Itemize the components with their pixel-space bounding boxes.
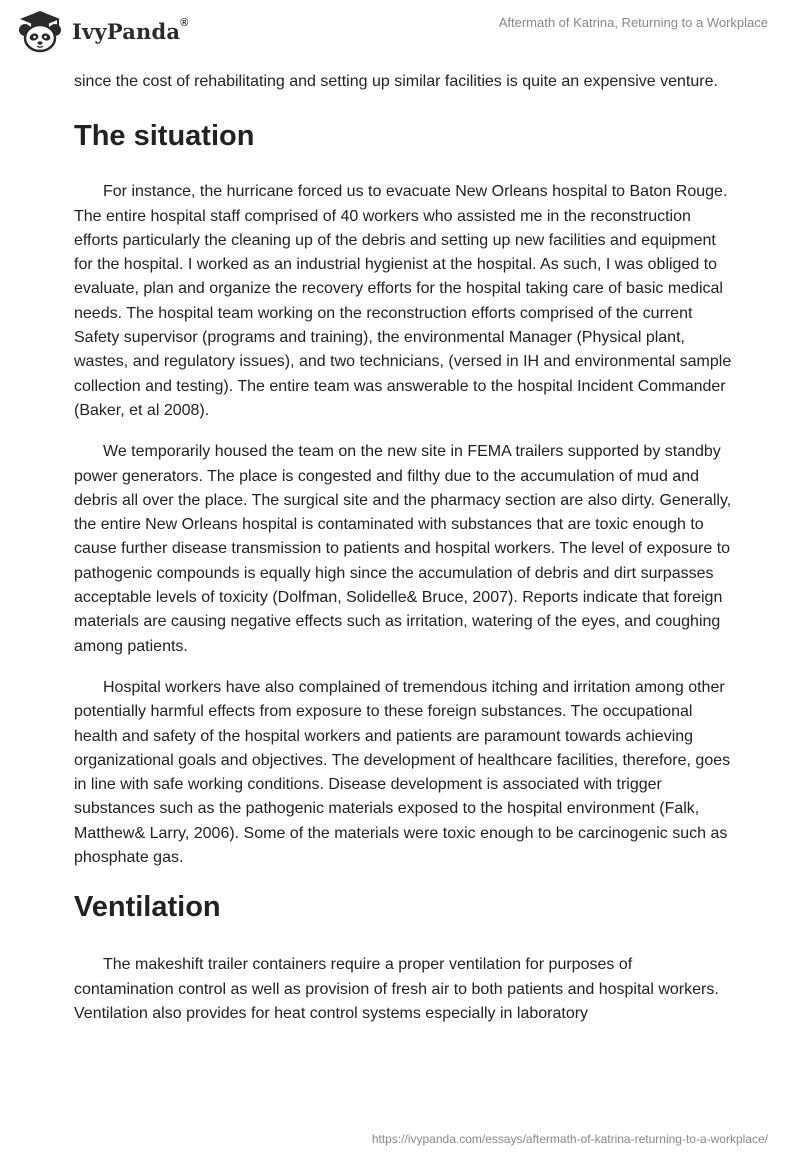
intro-paragraph-fragment: since the cost of rehabilitating and setting up similar facilities is quite an expensive venture. — [74, 73, 718, 90]
panda-graduate-icon — [14, 9, 66, 53]
article-content — [74, 70, 734, 1026]
paragraph: The makeshift trailer containers require a proper ventilation for purposes of contamination control as well as provision of fresh air to both patients and hospital workers. Ventilation also provides for heat control systems especially in laboratory — [74, 956, 719, 1022]
brand-name — [72, 16, 189, 44]
brand-name-text: IvyPanda — [72, 18, 181, 44]
paragraph: We temporarily housed the team on the new site in FEMA trailers supported by standby power generators. The place is congested and filthy due to the accumulation of mud and debris all over the place. The surgical site and the pharmacy section are also dirty. Generally, the entire New Orleans hospital is contaminated with substances that are toxic enough to cause further disease transmission to patients and hospital workers. The level of exposure to pathogenic compounds is equally high since the accumulation of debris and dirt surpasses acceptable levels of toxicity (Dolfman, Solidelle& Bruce, 2007). Reports indicate that foreign materials are causing negative effects such as irritation, watering of the eyes, and coughing among patients. — [74, 443, 732, 655]
document-title: Aftermath of Katrina, Returning to a Workplace — [498, 15, 768, 30]
registered-mark: ® — [180, 16, 189, 29]
section-heading-ventilation: Ventilation — [74, 891, 221, 924]
page-header — [0, 0, 800, 64]
section-heading-situation: The situation — [74, 120, 255, 153]
source-url[interactable]: https://ivypanda.com/essays/aftermath-of-katrina-returning-to-a-workplace/ — [371, 1132, 768, 1146]
paragraph: For instance, the hurricane forced us to evacuate New Orleans hospital to Baton Rouge. The entire hospital staff comprised of 40 workers who assisted me in the reconstruction efforts particularly the cleaning up of the debris and setting up new facilities and equipment for the hospital. I worked as an industrial hygienist at the hospital. As such, I was obliged to evaluate, plan and organize the recovery efforts for the hospital taking care of basic medical needs. The hospital team working on the reconstruction efforts comprised of the current Safety supervisor (programs and training), the environmental Manager (Physical plant, wastes, and regulatory issues), and two technicians, (versed in IH and environmental sample collection and testing). The entire team was answerable to the hospital Incident Commander (Baker, et al 2008). — [74, 183, 732, 419]
paragraph: Hospital workers have also complained of tremendous itching and irritation among other potentially harmful effects from exposure to these foreign substances. The occupational health and safety of the hospital workers and patients are paramount towards achieving organizational goals and objectives. The development of healthcare facilities, therefore, goes in line with safe working conditions. Disease development is associated with trigger substances such as the pathogenic materials exposed to the hospital environment (Falk, Matthew& Larry, 2006). Some of the materials were toxic enough to be carcinogenic such as phosphate gas. — [74, 678, 731, 867]
ivypanda-logo[interactable] — [14, 9, 189, 53]
